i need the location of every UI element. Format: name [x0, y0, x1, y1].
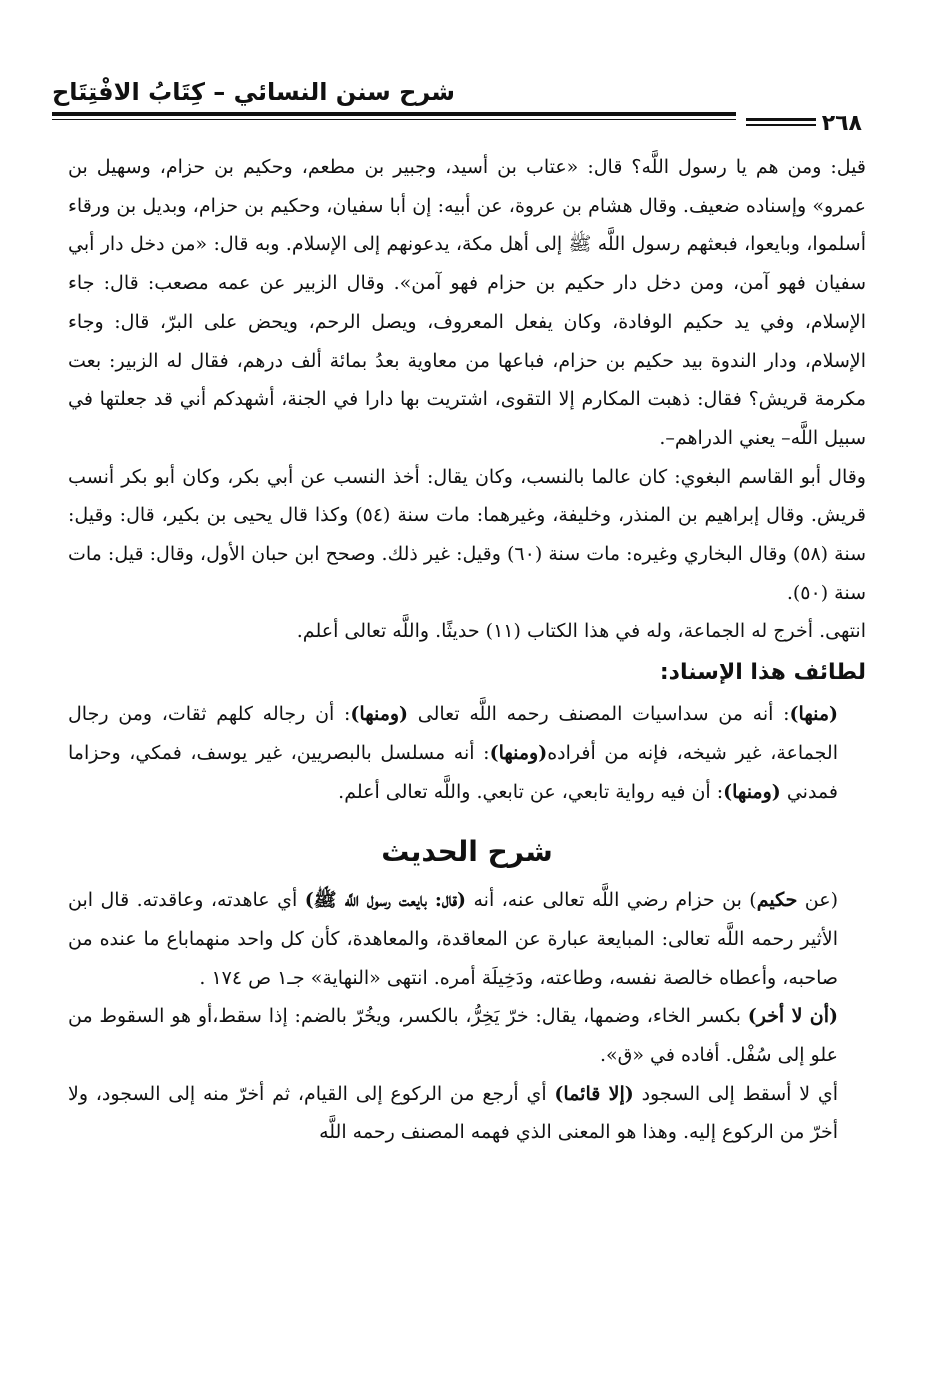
sharh-p1-name: حكيم	[756, 889, 798, 912]
running-title: شرح سنن النسائي – كِتَابُ الافْتِتَاح	[52, 78, 455, 106]
narrator-conclusion-paragraph: انتهى. أخرج له الجماعة، وله في هذا الكتاب (١١) حديثًا. واللَّه تعالى أعلم.	[296, 620, 866, 643]
sharh-paragraph-3	[68, 1075, 866, 1152]
sharh-p2-lemma: (أن لا أخر)	[747, 1005, 838, 1028]
page-number-box	[736, 108, 872, 138]
narrator-bio-paragraph: قيل: ومن هم يا رسول اللَّه؟ قال: «عتاب بن أسيد، وجبير بن مطعم، وحكيم بن حزام، وسهيل بن عمرو» وإسناده ضعيف. وقال هشام بن عروة، عن أبيه: إن أبا سفيان، وحكيم بن حزام، وبديل بن ورقاء أسلموا، وبايعوا، فبعثهم رسول اللَّه ﷺ إلى أهل مكة، يدعونهم إلى الإسلام. وبه قال: «من دخل دار أبي سفيان فهو آمن، ومن دخل دار حكيم بن حزام فهو آمن». وقال الزبير عن عمه مصعب: قال: جاء الإسلام، وفي يد حكيم الوفادة، وكان يفعل المعروف، ويصل الرحم، ويحض على البرّ، قال: وجاء الإسلام، ودار الندوة بيد حكيم بن حزام، فباعها من معاوية بعدُ بمائة ألف درهم، فقال له الزبير: بعت مكرمة قريش؟ فقال: ذهبت المكارم إلا التقوى، اشتريت بها دارا في الجنة، أشهدكم أني قد جعلتها في سبيل اللَّه– يعني الدراهم–.	[68, 156, 866, 449]
lataif-seg4: : أن فيه رواية تابعي، عن تابعي. واللَّه تعالى أعلم.	[338, 780, 724, 803]
wa-minha-label-2: (ومنها)	[489, 741, 548, 764]
sharh-p3-start: أي لا أسقط إلى السجود	[633, 1082, 838, 1105]
wa-minha-label-1: (ومنها)	[350, 703, 409, 726]
sharh-p1-quote: (قال: بايعت رسول اللَّه ﷺ)	[304, 889, 467, 912]
page-header	[52, 70, 862, 140]
lataif-paragraph	[68, 695, 866, 811]
sharh-p3-lemma: (إلا قائما)	[554, 1082, 634, 1105]
lataif-seg3: : أنه مسلسل بالبصريين، غير يوسف، فمكي، وحزاما فمدني	[68, 741, 838, 803]
sharh-p1-rest: أي عاهدته، وعاقدته. قال ابن الأثير رحمه اللَّه تعالى: المبايعة عبارة عن المعاقدة، والمعاهدة، كأن كل واحد منهماباع ما عنده من صاحبه، وأعطاه خالصة نفسه، وطاعته، ودَخِيلَة أمره. انتهى «النهاية» جـ١ ص ١٧٤ .	[68, 889, 838, 989]
sharh-p1-open: (عن	[797, 889, 839, 912]
sharh-paragraph-1	[68, 881, 866, 997]
wa-minha-label-3: (ومنها)	[723, 780, 781, 803]
lataif-seg1: : أنه من سداسيات المصنف رحمه اللَّه تعالى	[408, 703, 790, 726]
sharh-paragraph-2	[68, 997, 866, 1074]
sharh-p1-mid: ) بن حزام رضي اللَّه تعالى عنه، أنه	[466, 889, 757, 912]
narrator-death-paragraph: وقال أبو القاسم البغوي: كان عالما بالنسب، وكان يقال: أخذ النسب عن أبي بكر، وكان أبو بكر أنسب قريش. وقال إبراهيم بن المنذر، وخليفة، وغيرهما: مات سنة (٥٤) وكذا قال يحيى بن بكير، قال: وقيل: سنة (٥٨) وقال البخاري وغيره: مات سنة (٦٠) وقيل: غير ذلك. وصحح ابن حبان الأول، وقال: قيل: مات سنة (٥٠).	[68, 465, 866, 604]
sharh-p3-rest: أي أرجع من الركوع إلى القيام، ثم أخرّ منه إلى السجود، ولا أخرّ من الركوع إليه. وهذا هو المعنى الذي فهمه المصنف رحمه اللَّه	[68, 1082, 838, 1144]
page-body	[68, 148, 866, 1152]
sharh-p2-rest: بكسر الخاء، وضمها، يقال: خرّ يَخِرُّ، بالكسر، ويخُرّ بالضم: إذا سقط،أو هو السقوط من علو إلى سُفْل. أفاده في «ق».	[68, 1005, 838, 1067]
lataif-seg2: : أن رجاله كلهم ثقات، ومن رجال الجماعة، غير شيخه، فإنه من أفراده	[68, 703, 838, 764]
page-number: ٢٦٨	[821, 110, 862, 136]
page-number-rules	[746, 116, 816, 130]
sharh-heading: شرح الحديث	[381, 835, 553, 869]
minha-label: (منها)	[789, 703, 838, 726]
lataif-heading: لطائف هذا الإسناد:	[659, 660, 866, 686]
